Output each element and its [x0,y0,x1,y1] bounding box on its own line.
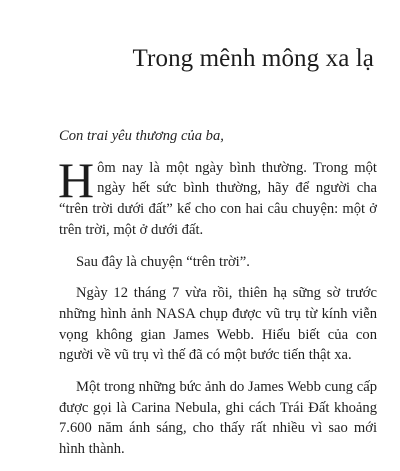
paragraph-james-webb: Ngày 12 tháng 7 vừa rồi, thiên hạ sững sờ trước những hình ảnh NASA chụp được vũ trụ từ kính viễn vọng không gian James Webb. Hiểu biết của con người về vũ trụ vì thế đã có một bước tiến thật xa. [59,285,377,364]
paragraph-carina-nebula: Một trong những bức ảnh do James Webb cung cấp được gọi là Carina Nebula, ghi cách Trái Đất khoảng 7.600 năm ánh sáng, cho thấy rất nhiều vì sao mới hình thành. [59,379,377,458]
paragraph-opening [58,151,377,241]
drop-cap: H [58,151,95,208]
letter-salutation: Con trai yêu thương của ba, [59,128,224,144]
paragraph-sky-story-intro: Sau đây là chuyện “trên trời”. [76,253,250,270]
letter-body [59,126,377,471]
paragraph-opening-text: ôm nay là một ngày bình thường. Trong một ngày hết sức bình thường, hãy để người cha “trên trời dưới đất” kể cho con hai câu chuyện: một ở trên trời, một ở dưới đất. [59,159,377,238]
chapter-title: Trong mênh mông xa lạ [132,45,374,72]
